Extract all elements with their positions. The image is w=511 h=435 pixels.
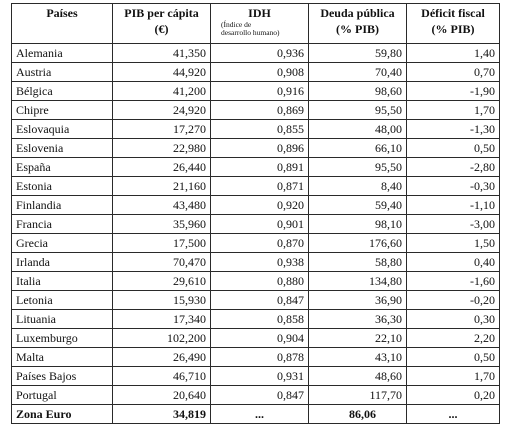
cell-country: Países Bajos (12, 367, 113, 386)
header-country (12, 4, 113, 44)
cell-pib: 41,350 (113, 44, 211, 63)
cell-idh: 0,855 (211, 120, 309, 139)
header-idh (211, 4, 309, 44)
table-row (12, 348, 500, 367)
cell-idh: 0,878 (211, 348, 309, 367)
cell-country: Irlanda (12, 253, 113, 272)
cell-pib: 46,710 (113, 367, 211, 386)
cell-debt: 134,80 (309, 272, 407, 291)
cell-deficit: 1,40 (407, 44, 500, 63)
table-row (12, 177, 500, 196)
cell-country: Eslovaquia (12, 120, 113, 139)
header-row (12, 4, 500, 44)
cell-pib: 43,480 (113, 196, 211, 215)
cell-deficit: 0,50 (407, 348, 500, 367)
table-body (12, 44, 500, 424)
cell-debt: 43,10 (309, 348, 407, 367)
cell-debt: 117,70 (309, 386, 407, 405)
header-pib (113, 4, 211, 44)
cell-pib: 41,200 (113, 82, 211, 101)
header-idh-title: IDH (248, 6, 271, 20)
cell-deficit: 2,20 (407, 329, 500, 348)
cell-pib: 20,640 (113, 386, 211, 405)
table-row (12, 44, 500, 63)
cell-deficit: 1,50 (407, 234, 500, 253)
total-debt: 86,06 (309, 405, 407, 424)
cell-country: Italia (12, 272, 113, 291)
table-row (12, 234, 500, 253)
table-row (12, 196, 500, 215)
cell-deficit: -1,60 (407, 272, 500, 291)
cell-pib: 17,340 (113, 310, 211, 329)
table-row (12, 215, 500, 234)
cell-idh: 0,870 (211, 234, 309, 253)
cell-country: Bélgica (12, 82, 113, 101)
header-deficit (407, 4, 500, 44)
cell-country: Letonia (12, 291, 113, 310)
table-row (12, 101, 500, 120)
cell-country: Lituania (12, 310, 113, 329)
cell-idh: 0,871 (211, 177, 309, 196)
cell-pib: 17,500 (113, 234, 211, 253)
cell-debt: 58,80 (309, 253, 407, 272)
header-pib-unit: (€) (154, 22, 169, 36)
cell-idh: 0,847 (211, 386, 309, 405)
header-deficit-unit: (% PIB) (431, 22, 475, 36)
total-country: Zona Euro (12, 405, 113, 424)
table-row (12, 63, 500, 82)
table-row (12, 120, 500, 139)
cell-deficit: -1,10 (407, 196, 500, 215)
cell-idh: 0,904 (211, 329, 309, 348)
table-row (12, 158, 500, 177)
cell-deficit: -0,20 (407, 291, 500, 310)
cell-idh: 0,931 (211, 367, 309, 386)
cell-deficit: 0,40 (407, 253, 500, 272)
cell-debt: 95,50 (309, 101, 407, 120)
cell-deficit: -1,90 (407, 82, 500, 101)
cell-country: España (12, 158, 113, 177)
cell-pib: 44,920 (113, 63, 211, 82)
header-idh-sub2: desarrollo humano) (221, 28, 280, 37)
table-row (12, 310, 500, 329)
cell-debt: 176,60 (309, 234, 407, 253)
cell-deficit: -0,30 (407, 177, 500, 196)
header-debt-unit: (% PIB) (336, 22, 379, 36)
header-pib-title: PIB per cápita (124, 6, 199, 20)
cell-country: Grecia (12, 234, 113, 253)
header-debt (309, 4, 407, 44)
cell-pib: 26,490 (113, 348, 211, 367)
cell-country: Finlandia (12, 196, 113, 215)
cell-pib: 70,470 (113, 253, 211, 272)
cell-debt: 98,60 (309, 82, 407, 101)
cell-pib: 21,160 (113, 177, 211, 196)
cell-idh: 0,869 (211, 101, 309, 120)
total-row (12, 405, 500, 424)
cell-debt: 22,10 (309, 329, 407, 348)
header-idh-sub1: (Índice de (221, 20, 252, 29)
cell-debt: 59,40 (309, 196, 407, 215)
cell-deficit: 0,70 (407, 63, 500, 82)
cell-debt: 8,40 (309, 177, 407, 196)
cell-debt: 66,10 (309, 139, 407, 158)
table-row (12, 272, 500, 291)
total-deficit: ... (407, 405, 500, 424)
cell-debt: 36,90 (309, 291, 407, 310)
cell-country: Francia (12, 215, 113, 234)
cell-country: Alemania (12, 44, 113, 63)
table-row (12, 367, 500, 386)
cell-pib: 15,930 (113, 291, 211, 310)
total-pib: 34,819 (113, 405, 211, 424)
table-row (12, 329, 500, 348)
cell-deficit: 0,50 (407, 139, 500, 158)
table-row (12, 386, 500, 405)
cell-country: Chipre (12, 101, 113, 120)
cell-idh: 0,938 (211, 253, 309, 272)
cell-deficit: 1,70 (407, 101, 500, 120)
cell-idh: 0,847 (211, 291, 309, 310)
cell-pib: 22,980 (113, 139, 211, 158)
cell-debt: 36,30 (309, 310, 407, 329)
cell-deficit: -1,30 (407, 120, 500, 139)
cell-country: Malta (12, 348, 113, 367)
header-country-label: Países (46, 6, 78, 20)
table-header (12, 4, 500, 44)
table-row (12, 82, 500, 101)
cell-idh: 0,901 (211, 215, 309, 234)
table-row (12, 253, 500, 272)
cell-country: Austria (12, 63, 113, 82)
cell-country: Eslovenia (12, 139, 113, 158)
cell-pib: 24,920 (113, 101, 211, 120)
table-row (12, 291, 500, 310)
cell-debt: 95,50 (309, 158, 407, 177)
cell-pib: 26,440 (113, 158, 211, 177)
cell-deficit: 1,70 (407, 367, 500, 386)
cell-debt: 59,80 (309, 44, 407, 63)
country-indicators-table (11, 3, 500, 424)
cell-pib: 102,200 (113, 329, 211, 348)
cell-debt: 48,60 (309, 367, 407, 386)
cell-country: Estonia (12, 177, 113, 196)
cell-idh: 0,936 (211, 44, 309, 63)
header-deficit-title: Déficit fiscal (421, 6, 485, 20)
cell-debt: 70,40 (309, 63, 407, 82)
table-row (12, 139, 500, 158)
cell-idh: 0,858 (211, 310, 309, 329)
cell-deficit: -2,80 (407, 158, 500, 177)
cell-debt: 48,00 (309, 120, 407, 139)
cell-pib: 35,960 (113, 215, 211, 234)
cell-pib: 17,270 (113, 120, 211, 139)
cell-debt: 98,10 (309, 215, 407, 234)
cell-idh: 0,916 (211, 82, 309, 101)
cell-idh: 0,920 (211, 196, 309, 215)
cell-idh: 0,891 (211, 158, 309, 177)
cell-deficit: 0,30 (407, 310, 500, 329)
cell-idh: 0,880 (211, 272, 309, 291)
cell-pib: 29,610 (113, 272, 211, 291)
cell-country: Portugal (12, 386, 113, 405)
cell-deficit: -3,00 (407, 215, 500, 234)
total-idh: ... (211, 405, 309, 424)
cell-idh: 0,896 (211, 139, 309, 158)
header-debt-title: Deuda pública (320, 6, 395, 20)
cell-deficit: 0,20 (407, 386, 500, 405)
cell-idh: 0,908 (211, 63, 309, 82)
cell-country: Luxemburgo (12, 329, 113, 348)
